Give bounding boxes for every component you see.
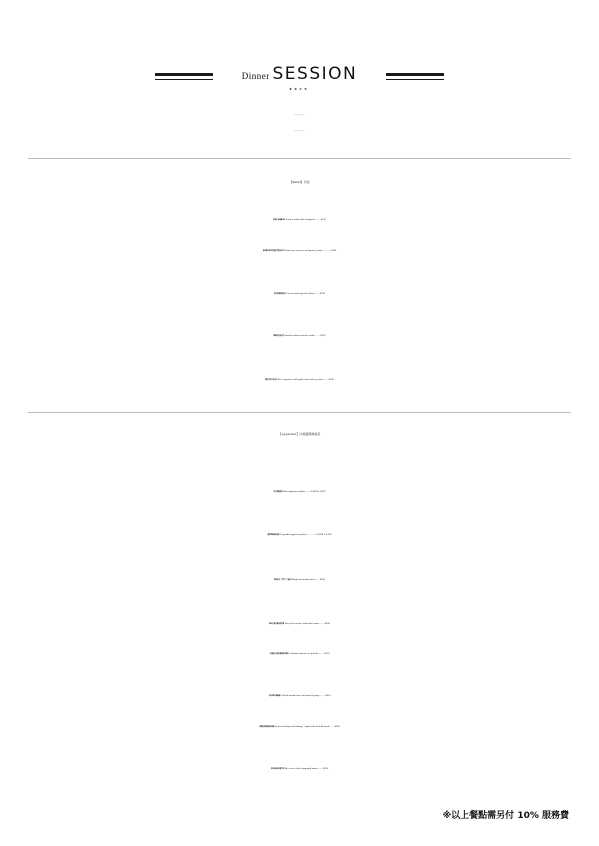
item-name-zh: 燒烤半熟牛肉沙拉 xyxy=(264,380,277,381)
page-title xyxy=(0,64,599,84)
menu-item xyxy=(0,292,599,295)
service-charge-note: ※以上餐點需另付 10% 服務費 xyxy=(442,811,569,821)
item-name-en: Margherita potato pizza....... $180 xyxy=(290,578,325,581)
menu-item xyxy=(0,578,599,581)
item-name-zh: 香草炸雞凱撒沙拉 xyxy=(274,294,287,295)
item-name-zh: 爐烤季節蔬菜拼盤 xyxy=(267,535,280,536)
quote-line-1 xyxy=(0,115,599,116)
item-name-en: Beef carpaccio with garlic and anchovy sauce.........$330 xyxy=(276,378,335,381)
salad-heading: 【Salad】沙拉 xyxy=(289,180,310,184)
menu-item xyxy=(0,378,599,381)
item-name-zh: 中卷鑲玉米糕佐蝦湯墨魚醬汁 xyxy=(269,654,290,655)
item-name-en: Calamari ripieni con polenta .........$230 xyxy=(289,652,330,655)
menu-item xyxy=(0,724,599,728)
title-session: SESSION xyxy=(272,64,358,84)
item-name-en: Grilled mushrooms with porcini gravy..........$220 xyxy=(280,694,331,697)
item-name-en: Meat appetizer platter.........S $220 L $320 xyxy=(282,490,326,493)
item-name-zh: 花園生菜油醋沙拉 xyxy=(273,220,286,221)
item-name-zh: 綜合肉類拼盤 xyxy=(273,492,283,493)
divider xyxy=(28,412,571,413)
divider xyxy=(28,158,571,159)
item-name-en: Roast bone marrow and parsley salad ..............$180 xyxy=(283,249,337,252)
item-name-zh: 香料奶油紅酒燉牛肉 xyxy=(270,769,285,770)
menu-item xyxy=(0,652,599,655)
item-name-en: Beef stew with compound butter.........$250 xyxy=(284,767,329,770)
item-name-zh: 香料麵包粉烤骨髓佐洋香菜沙拉 xyxy=(262,251,284,252)
item-name-zh: 酥炸生蠔佐蟹黃塔塔醬 xyxy=(269,624,285,625)
menu-item xyxy=(0,533,599,536)
menu-item xyxy=(0,767,599,770)
item-name-en: Vegetable appetizer platter ..............S $180 L $ 280 xyxy=(279,533,332,536)
menu-item xyxy=(0,249,599,252)
menu-item xyxy=(0,218,599,221)
item-name-zh: 牛肝菌肉汁燴蘑菇 xyxy=(268,696,281,697)
quote-line-2 xyxy=(0,131,599,132)
item-name-en: Deep fried oyster with tartar sauce.........$200 xyxy=(284,622,330,625)
title-dinner: Dinner xyxy=(241,71,273,81)
item-name-zh: 檸檬香茅蝦油辣炒海鮮 xyxy=(259,727,275,728)
menu-item xyxy=(0,622,599,625)
item-name-en: Garden salad with vinaigrette.........$150 xyxy=(285,218,326,221)
item-name-en: Smoked salmon nicoise salad..........$250 xyxy=(284,334,326,337)
item-name-zh: 燻鮭魚尼斯沙拉 xyxy=(273,336,285,337)
item-name-zh: 番茄起司〝洋芋片〞披薩 xyxy=(274,580,291,581)
item-name-en: Seared scallops and shrimp、squid with aioli & bread.........$280 xyxy=(274,725,340,728)
page-subtitle: 晚間菜單 xyxy=(289,89,310,91)
appetizer-heading: 【Appetizer】冷前盤與熱前菜 xyxy=(278,432,321,436)
menu-item xyxy=(0,334,599,337)
menu-item xyxy=(0,694,599,697)
item-name-en: Caesar salad special edition.........$220 xyxy=(286,292,325,295)
menu-item xyxy=(0,490,599,493)
